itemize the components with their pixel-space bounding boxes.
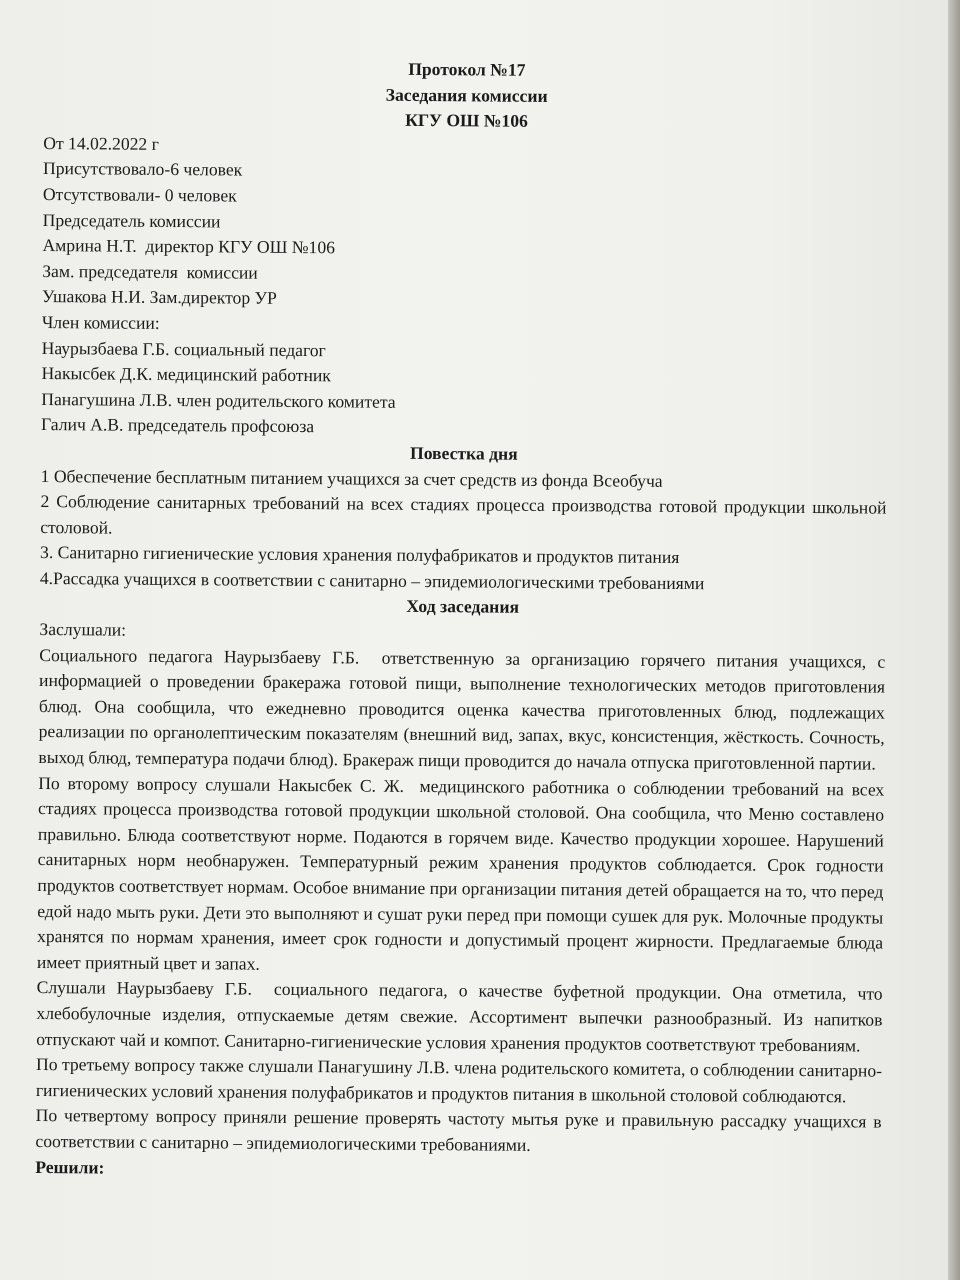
protocol-subtitle: Заседания комиссии <box>385 84 548 106</box>
proceedings-heading: Ход заседания <box>406 596 520 618</box>
agenda-heading: Повестка дня <box>409 442 518 464</box>
decided-label: Решили: <box>35 1156 105 1178</box>
meeting-date: От 14.02.2022 г <box>43 132 159 154</box>
organization-name: КГУ ОШ №106 <box>405 110 528 131</box>
member-item: Наурызбаева Г.Б. социальный педагог <box>41 337 326 360</box>
proceedings-paragraph: Социального педагога Наурызбаеву Г.Б. ответственную за организацию горячего питания учащихся, с информацией о проведении бракеража готовой пищи, выполнение технологических методов приготовления блюд. Она сообщила, что ежедневно проводится оценка качества приготовленных блюд, подлежащих реализации по органолептическим показателям (внешний вид, запах, вкус, консистенция, жёсткость. Сочность, выход блюд, температура подачи блюд). Бракераж пищи проводится до начала отпуска приготовленной партии. <box>38 644 890 774</box>
deputy-label: Зам. председателя комиссии <box>42 260 258 283</box>
proceedings-paragraph: По второму вопросу слушали Накысбек С. Ж. медицинского работника о соблюдении требований на всех стадиях процесса производства готовой продукции школьной столовой. Она сообщила, что Меню составлено правильно. Блюда соответствуют норме. Подаются в горячем виде. Качество продукции хорошее. Нарушений санитарных норм необнаружен. Температурный режим хранения продуктов соблюдается. Срок годности продуктов соответствует нормам. Особое внимание при организации питания детей обращается на то, что перед едой надо мыть руки. Дети это выполняют и сушат руки перед при помощи сушек для рук. Молочные продукты хранятся по нормам хранения, имеет срок годности и допустимый процент жирности. Предлагаемые блюда имеет приятный цвет и запах. <box>36 772 889 974</box>
member-item: Накысбек Д.К. медицинский работник <box>41 363 331 386</box>
member-item: Галич А.В. председатель профсоюза <box>41 414 315 437</box>
deputy-name: Ушакова Н.И. Зам.директор УР <box>42 286 277 309</box>
member-label: Член комиссии: <box>41 311 160 333</box>
proceedings-paragraph: Слушали Наурызбаеву Г.Б. социального педагога, о качестве буфетной продукции. Она отметила, что хлебобулочные изделия, отпускаемые детям свежие. Ассортимент выпечки разнообразный. Из напитков отпускают чай и компот. Санитарно-гигиенические условия хранения продуктов соответствуют требованиям. <box>36 977 888 1056</box>
agenda-item: 1 Обеспечение бесплатным питанием учащихся за счет средств из фонда Всеобуча <box>40 465 663 491</box>
page-edge-shadow <box>948 0 960 1280</box>
chair-name: Амрина Н.Т. директор КГУ ОШ №106 <box>42 235 336 258</box>
document-text <box>35 54 890 1187</box>
protocol-title: Протокол №17 <box>408 58 526 80</box>
member-item: Панагушина Л.В. член родительского комитета <box>41 388 396 412</box>
chair-label: Председатель комиссии <box>42 209 221 231</box>
agenda-item: 4.Рассадка учащихся в соответствии с санитарно – эпидемиологическими требованиями <box>39 567 705 594</box>
heard-label: Заслушали: <box>39 619 127 640</box>
agenda-item: 2 Соблюдение санитарных требований на всех стадиях процесса производства готовой продукции школьной столовой. <box>40 491 887 538</box>
present-count: Присутствовало-6 человек <box>43 158 243 180</box>
agenda-item: 3. Санитарно гигиенические условия хранения полуфабрикатов и продуктов питания <box>40 542 680 568</box>
absent-count: Отсутствовали- 0 человек <box>42 183 237 206</box>
proceedings-paragraph: По третьему вопросу также слушали Панагушину Л.В. члена родительского комитета, о соблюдении санитарно-гигиенических условий хранения полуфабрикатов и продуктов питания в школьной столовой соблюдаются. <box>35 1054 883 1107</box>
proceedings-paragraph: По четвертому вопросу приняли решение проверять частоту мытья руке и правильную рассадку учащихся в соответствии с санитарно – эпидемиологическими требованиями. <box>35 1105 882 1155</box>
